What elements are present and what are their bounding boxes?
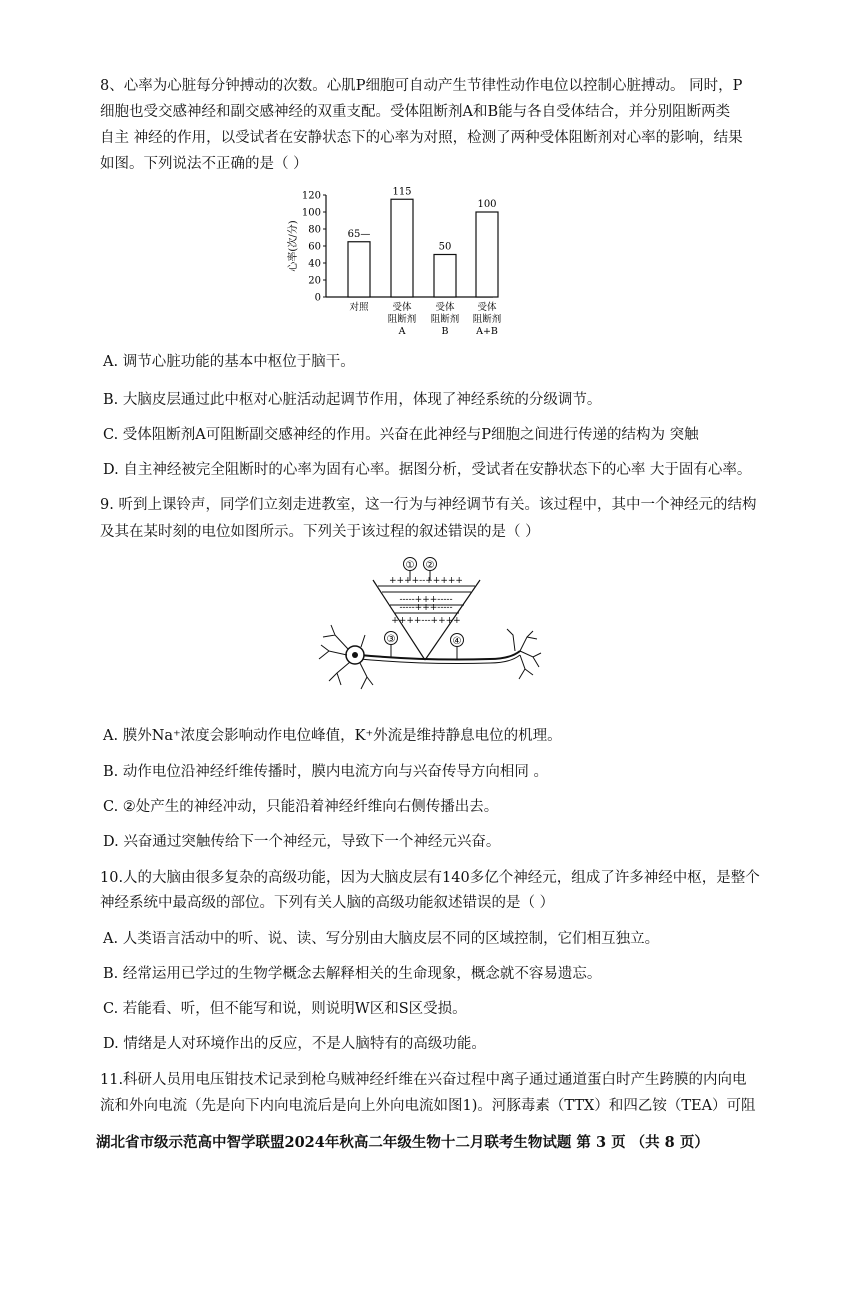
bar — [348, 242, 370, 297]
y-tick-label: 80 — [308, 224, 321, 236]
bar — [391, 199, 413, 297]
marker-4: ④ — [452, 636, 462, 647]
q10-stem-line: 神经系统中最高级的部位。下列有关人脑的高级功能叙述错误的是（ ） — [100, 895, 555, 911]
y-tick-label: 120 — [301, 190, 321, 202]
membrane-inner-potential: -----+++----- — [399, 595, 453, 605]
q8-option-b: B. 大脑皮层通过此中枢对心脏活动起调节作用，体现了神经系统的分级调节。 — [103, 392, 602, 408]
membrane-inner-potential: -----+++----- — [399, 603, 453, 613]
y-axis-label: 心率(次/分) — [288, 220, 299, 272]
q9-option-c: C. ②处产生的神经冲动，只能沿着神经纤维向右侧传播出去。 — [103, 799, 499, 815]
x-tick-label: A — [398, 326, 406, 337]
x-tick-label: 阻断剂 — [472, 314, 502, 325]
neuron-potential-figure — [315, 555, 545, 705]
marker-2: ② — [425, 560, 435, 571]
q8-option-c: C. 受体阻断剂A可阻断副交感神经的作用。兴奋在此神经与P细胞之间进行传递的结构为 突触 — [103, 427, 699, 443]
q8-option-d: D. 自主神经被完全阻断时的心率为固有心率。据图分析，受试者在安静状态下的心率 大于固有心率。 — [103, 462, 752, 478]
x-tick-label: 对照 — [349, 302, 369, 313]
q8-option-a: A. 调节心脏功能的基本中枢位于脑干。 — [103, 354, 355, 370]
bar — [476, 212, 498, 297]
q10-option-b: B. 经常运用已学过的生物学概念去解释相关的生命现象，概念就不容易遗忘。 — [103, 966, 602, 982]
q11-stem-line: 流和外向电流（先是向下内向电流后是向上外向电流如图1)。河豚毒素（TTX）和四乙铵（TEA）可阻 — [100, 1098, 756, 1114]
x-tick-label: B — [441, 326, 449, 337]
x-tick-label: 阻断剂 — [387, 314, 417, 325]
x-tick-label: A+B — [476, 326, 498, 337]
membrane-outer-potential: ++++--+++++ — [389, 576, 463, 586]
q9-option-a: A. 膜外Na⁺浓度会影响动作电位峰值，K⁺外流是维持静息电位的机理。 — [103, 728, 562, 744]
q9-option-b: B. 动作电位沿神经纤维传播时，膜内电流方向与兴奋传导方向相同 。 — [103, 764, 548, 780]
y-tick-label: 100 — [301, 207, 321, 219]
q9-option-d: D. 兴奋通过突触传给下一个神经元，导致下一个神经元兴奋。 — [103, 834, 501, 850]
q8-stem-line: 自主 神经的作用，以受试者在安静状态下的心率为对照，检测了两种受体阻断剂对心率的影响，结果 — [100, 130, 743, 146]
page-footer: 湖北省市级示范高中智学联盟2024年秋高二年级生物十二月联考生物试题 第 3 页 （共 8 页） — [96, 1134, 709, 1151]
bar-value-label: 50 — [438, 241, 452, 253]
bar-value-label: 100 — [477, 199, 497, 210]
q8-stem-line: 细胞也受交感神经和副交感神经的双重支配。受体阻断剂A和B能与各自受体结合，并分别阻断两类 — [100, 104, 731, 120]
q10-stem-line: 10.人的大脑由很多复杂的高级功能，因为大脑皮层有140多亿个神经元，组成了许多神经中枢，是整个 — [100, 870, 760, 886]
membrane-outer-potential: ++++---++++ — [391, 616, 461, 626]
bar-value-label: 115 — [392, 186, 412, 198]
x-tick-label: 受体 — [392, 302, 412, 313]
x-tick-label: 受体 — [435, 302, 455, 313]
y-tick-label: 40 — [308, 258, 321, 270]
q10-option-a: A. 人类语言活动中的听、说、读、写分别由大脑皮层不同的区域控制，它们相互独立。 — [103, 931, 660, 947]
q10-option-d: D. 情绪是人对环境作出的反应，不是人脑特有的高级功能。 — [103, 1036, 486, 1052]
marker-3: ③ — [386, 634, 396, 645]
x-tick-label: 受体 — [477, 302, 497, 313]
marker-1: ① — [405, 560, 415, 571]
q8-stem-line: 如图。下列说法不正确的是（ ） — [100, 156, 308, 172]
bar-value-label: 65— — [347, 228, 371, 240]
y-tick-label: 0 — [314, 292, 321, 304]
q11-stem-line: 11.科研人员用电压钳技术记录到枪乌贼神经纤维在兴奋过程中离子通过通道蛋白时产生跨膜的内向电 — [100, 1072, 747, 1088]
q9-stem-line: 及其在某时刻的电位如图所示。下列关于该过程的叙述错误的是（ ） — [100, 524, 540, 540]
y-axis-title — [286, 220, 299, 271]
bar — [434, 255, 456, 298]
y-tick-label: 60 — [308, 241, 321, 253]
q8-stem-line: 8、心率为心脏每分钟搏动的次数。心肌P细胞可自动产生节律性动作电位以控制心脏搏动。 同时，P — [100, 78, 743, 94]
q9-stem-line: 9. 听到上课铃声，同学们立刻走进教室，这一行为与神经调节有关。该过程中，其中一个神经元的结构 — [100, 497, 757, 513]
q10-option-c: C. 若能看、听，但不能写和说，则说明W区和S区受损。 — [103, 1001, 467, 1017]
heart-rate-bar-chart — [278, 186, 518, 346]
x-tick-label: 阻断剂 — [430, 314, 460, 325]
y-tick-label: 20 — [308, 275, 321, 287]
